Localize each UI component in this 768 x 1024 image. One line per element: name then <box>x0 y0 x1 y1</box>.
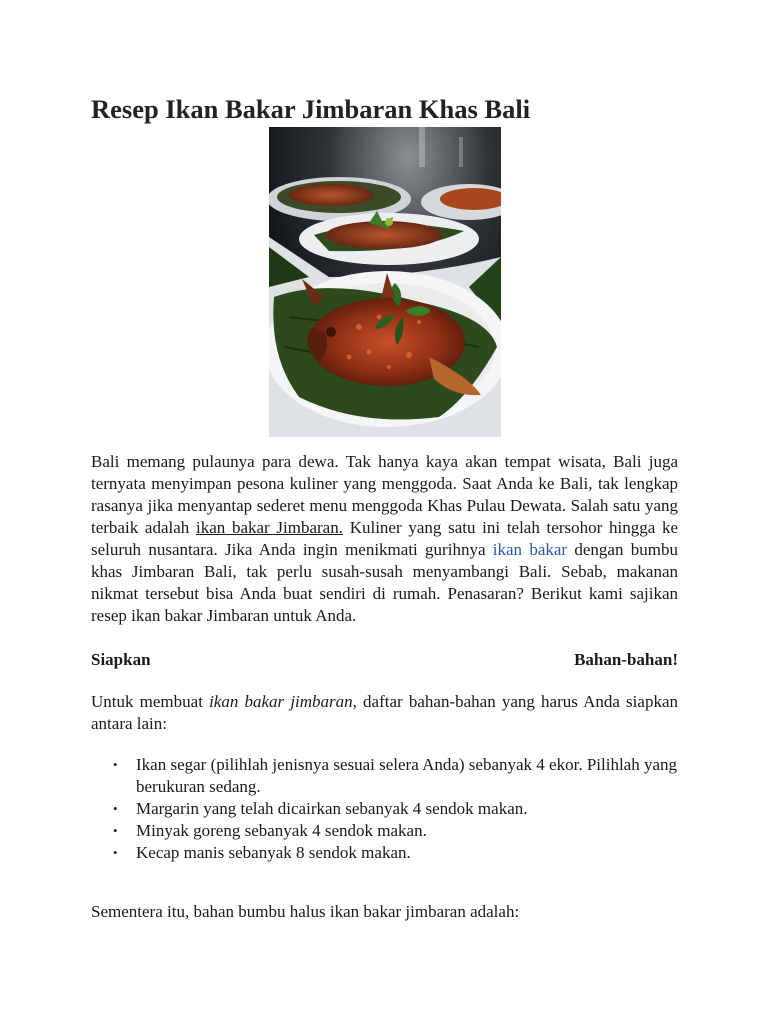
intro-text-2: Kuliner yang satu ini telah tersohor hingga ke seluruh nusantara. Jika Anda ingin menikmati gurihnya <box>91 518 678 559</box>
intro-paragraph <box>91 451 678 627</box>
list-item <box>113 842 678 864</box>
ingredients-intro-paragraph <box>91 691 678 735</box>
section-heading-right: Bahan-bahan! <box>574 650 678 669</box>
list-item <box>113 820 678 842</box>
list-item-text: Minyak goreng sebanyak 4 sendok makan. <box>136 821 427 840</box>
list-item-text: Ikan segar (pilihlah jenisnya sesuai selera Anda) sebanyak 4 ekor. Pilihlah yang berukuran sedang. <box>136 755 678 796</box>
intro-underlined-text: ikan bakar Jimbaran. <box>195 518 343 537</box>
bullet-icon: • <box>113 801 118 816</box>
section-heading <box>91 649 678 671</box>
list-item-text: Kecap manis sebanyak 8 sendok makan. <box>136 843 411 862</box>
ingredients-intro-text-1: Untuk membuat <box>91 692 210 711</box>
list-item <box>113 798 678 820</box>
grilled-fish-photo <box>269 127 501 437</box>
document-page <box>91 92 678 923</box>
list-item-text: Margarin yang telah dicairkan sebanyak 4 sendok makan. <box>136 799 528 818</box>
ingredients-intro-italic: ikan bakar jimbaran <box>209 692 353 711</box>
list-item <box>113 754 678 798</box>
page-title: Resep Ikan Bakar Jimbaran Khas Bali <box>91 94 531 124</box>
bullet-icon: • <box>113 823 118 838</box>
ingredients-intro-text-2: , daftar bahan-bahan yang harus Anda siapkan antara lain: <box>91 692 678 733</box>
intro-text-1: Bali memang pulaunya para dewa. Tak hanya kaya akan tempat wisata, Bali juga ternyata menyimpan pesona kuliner yang menggoda. Saat Anda ke Bali, tak lengkap rasanya jika menyantap sederet menu menggoda Khas Pulau Dewata. Salah satu yang terbaik adalah <box>91 452 678 537</box>
section-heading-left: Siapkan <box>91 650 151 669</box>
grilled-fish-image <box>269 127 501 437</box>
intro-text-3: dengan bumbu khas Jimbaran Bali, tak perlu susah-susah menyambangi Bali. Sebab, makanan nikmat tersebut bisa Anda buat sendiri di rumah. Penasaran? Berikut kami sajikan resep ikan bakar Jimbaran untuk Anda. <box>91 540 678 625</box>
ikan-bakar-link[interactable]: ikan bakar <box>492 540 568 559</box>
closing-paragraph: Sementera itu, bahan bumbu halus ikan bakar jimbaran adalah: <box>91 902 520 921</box>
bullet-icon: • <box>113 845 118 860</box>
ingredients-list <box>91 754 678 864</box>
bullet-icon: • <box>113 757 118 772</box>
